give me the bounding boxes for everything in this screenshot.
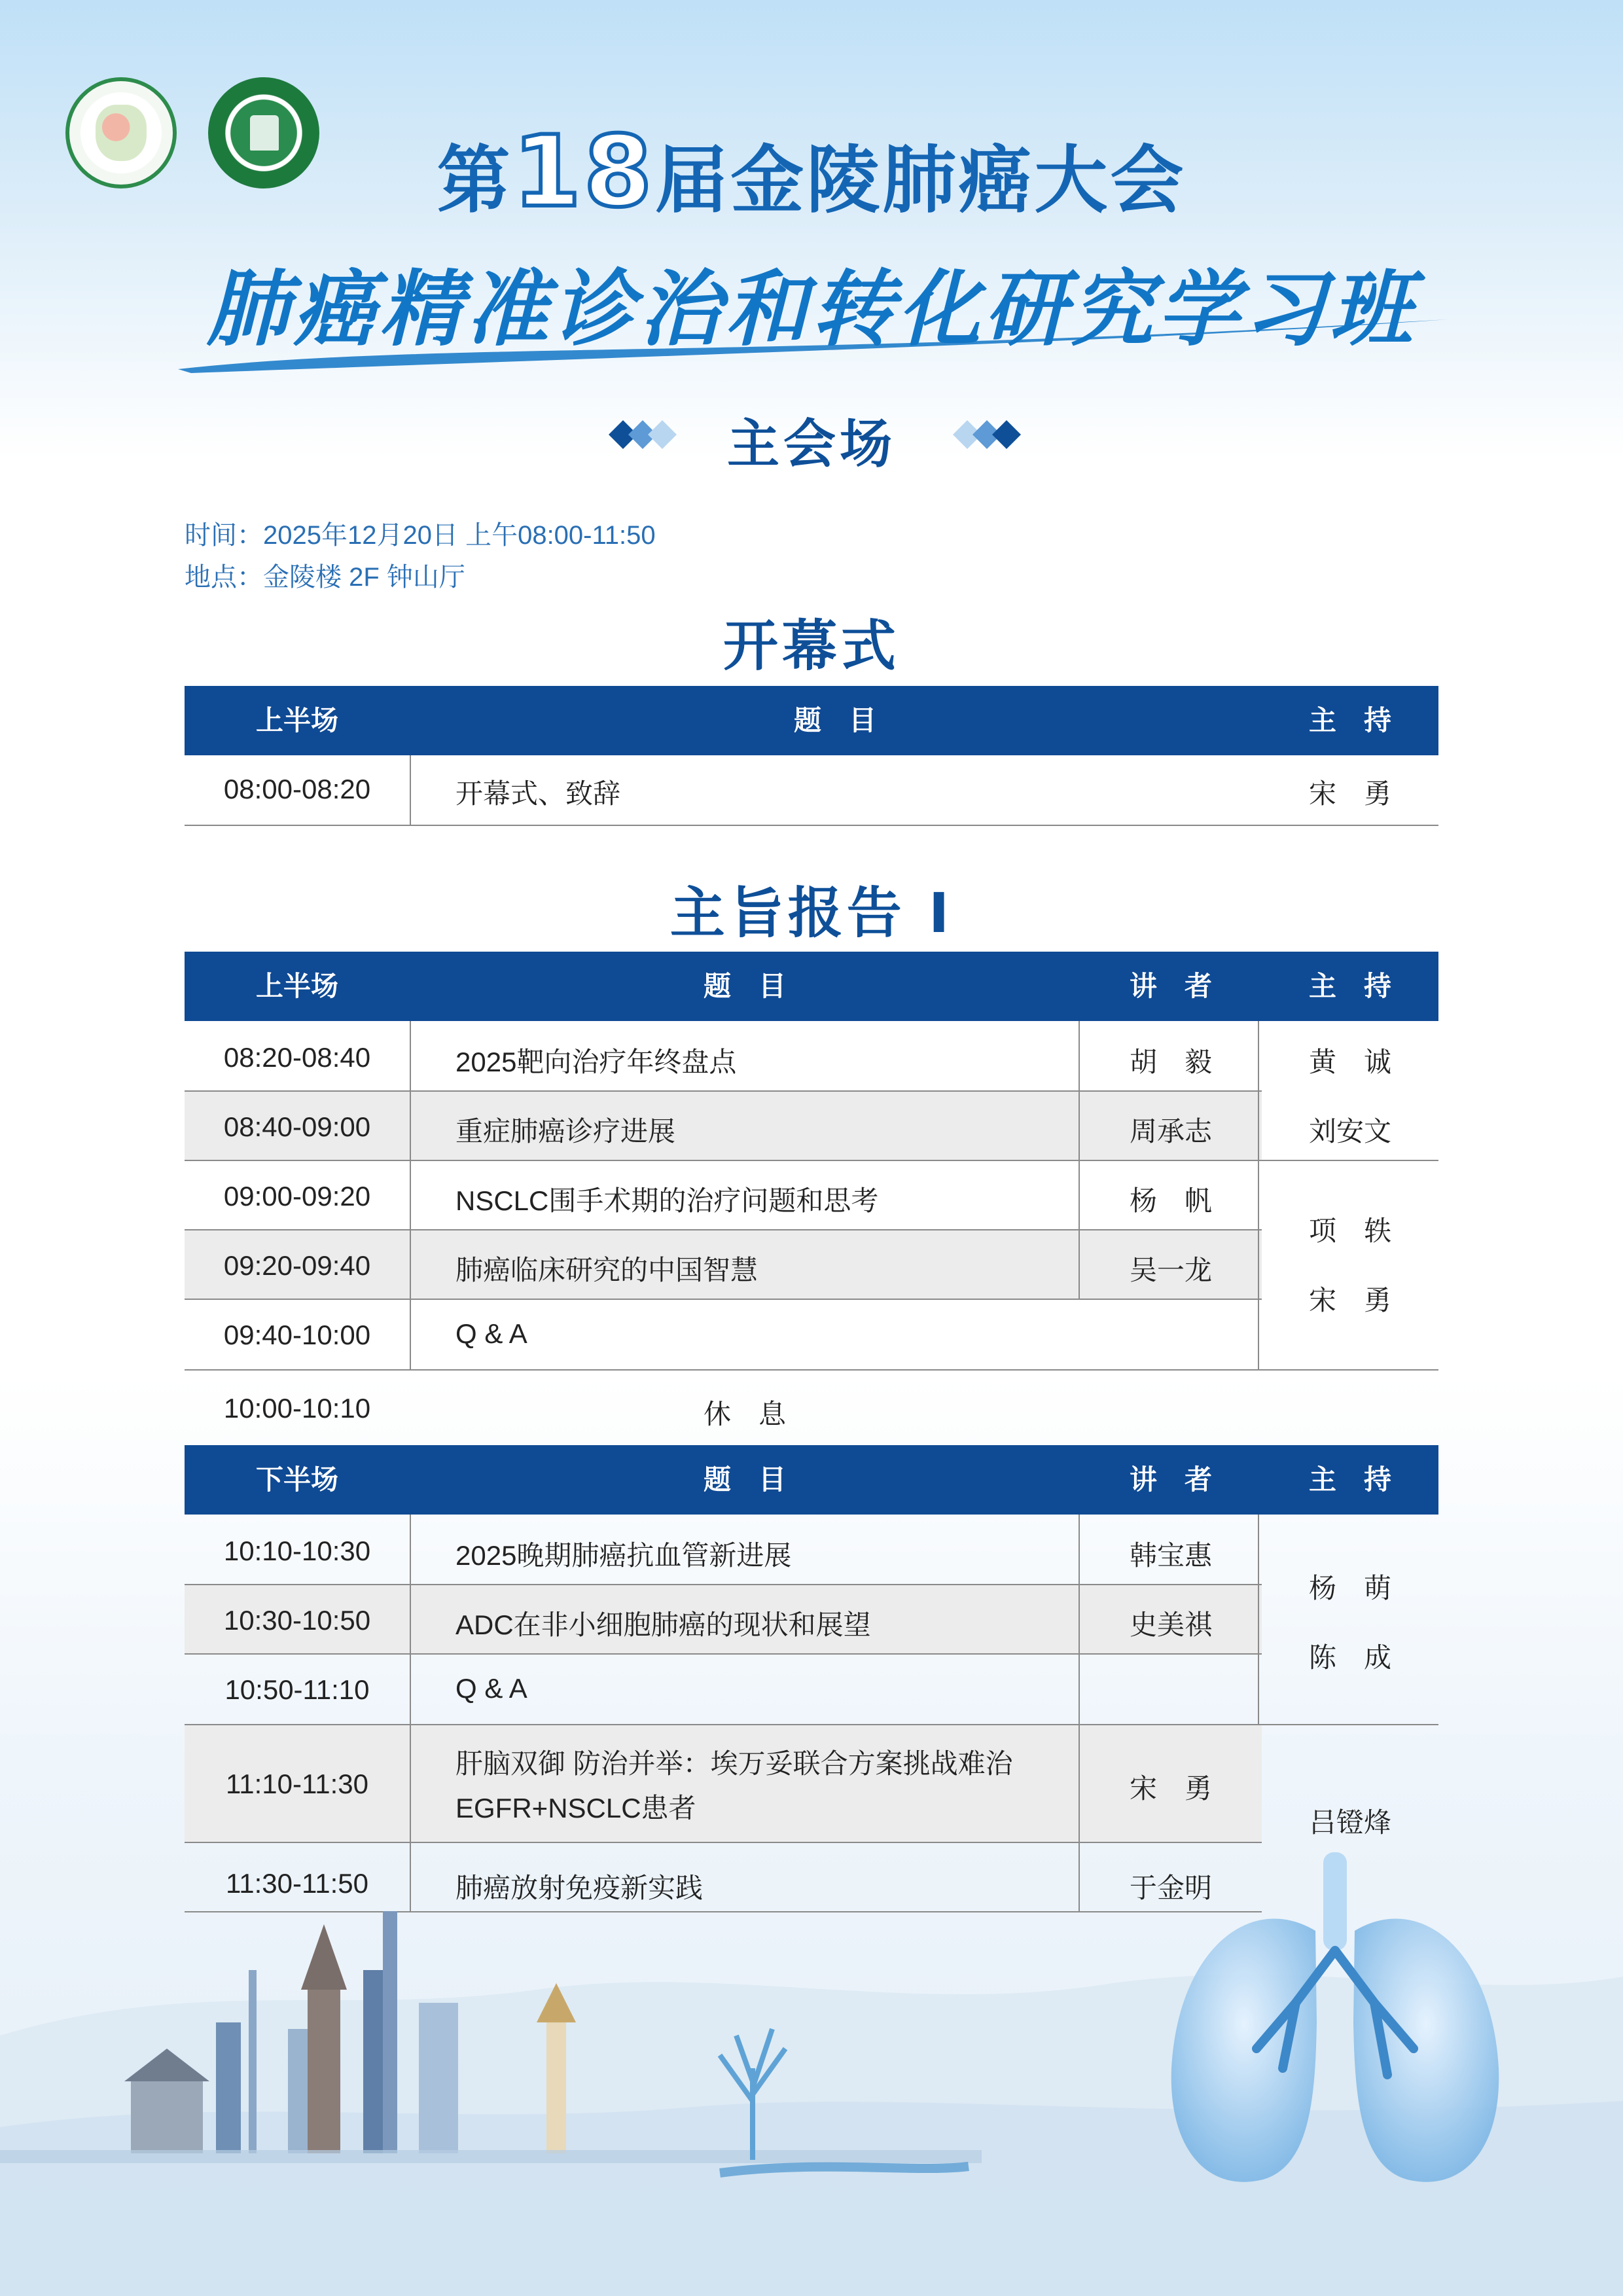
schedule-row-time: 10:10-10:30 [223,1535,371,1566]
event-time: 时间：2025年12月20日 上午08:00-11:50 [185,521,656,550]
host-name: 刘安文 [1308,1116,1391,1147]
header-session: 下半场 [255,1463,338,1496]
title-prefix: 第 [437,138,513,223]
schedule-row-speaker: 周承志 [1129,1116,1212,1147]
schedule-row-speaker: 于金明 [1129,1873,1212,1903]
schedule-row-speaker: 宋 勇 [1129,1773,1212,1804]
divider [185,1724,1438,1725]
divider [185,1160,1438,1161]
opening-row-topic: 开幕式、致辞 [455,778,621,809]
divider [1258,1021,1259,1369]
schedule-row-time: 11:10-11:30 [226,1768,368,1799]
schedule-row-topic: 肺癌临床研究的中国智慧 [455,1255,758,1285]
divider [1258,1515,1259,1724]
schedule-row-topic: 重症肺癌诊疗进展 [455,1116,676,1147]
schedule-row-topic-line1: 肝脑双御 防治并举：埃万妥联合方案挑战难治 [455,1748,1013,1779]
schedule-row-time: 09:40-10:00 [223,1319,371,1350]
keynote-first-half-header [185,952,1438,1021]
header-speaker: 讲 者 [1129,970,1212,1002]
venue-title: 主会场 [727,414,896,475]
divider [410,1021,411,1369]
schedule-row-topic: 2025晚期肺癌抗血管新进展 [455,1540,792,1571]
divider [185,1090,1262,1092]
divider [185,1584,1262,1585]
schedule-row-speaker: 吴一龙 [1129,1255,1212,1285]
keynote-second-half-header [185,1445,1438,1515]
host-name: 黄 诚 [1308,1047,1391,1077]
opening-row-host: 宋 勇 [1308,778,1391,809]
divider [185,1653,1262,1655]
header-session: 上半场 [255,704,338,736]
divider [185,1369,1438,1371]
break-time: 10:00-10:10 [223,1393,371,1424]
course-subtitle: 肺癌精准诊治和转化研究学习班 [207,260,1416,357]
divider [410,755,411,825]
host-name: 宋 勇 [1308,1285,1391,1316]
brush-stroke-decoration [178,314,1448,373]
schedule-row-time: 08:40-09:00 [223,1111,371,1142]
header-speaker: 讲 者 [1129,1463,1212,1496]
lungs-illustration [1152,1852,1518,2219]
header-host: 主 持 [1308,704,1391,736]
schedule-row-topic-line2: EGFR+NSCLC患者 [455,1793,696,1823]
host-name: 杨 萌 [1308,1573,1391,1604]
header-host: 主 持 [1308,1463,1391,1496]
schedule-row-topic: Q & A [455,1673,527,1704]
opening-row-time: 08:00-08:20 [223,774,371,804]
schedule-row-speaker: 史美祺 [1129,1609,1212,1640]
schedule-row-topic: NSCLC围手术期的治疗问题和思考 [455,1185,879,1216]
schedule-row-topic: 肺癌放射免疫新实践 [455,1873,704,1903]
host-name: 陈 成 [1308,1642,1391,1673]
schedule-row-time: 10:30-10:50 [223,1605,371,1636]
divider [1079,1021,1080,1300]
header-topic: 题 目 [703,970,786,1002]
schedule-row-topic: Q & A [455,1318,527,1349]
schedule-row-time: 09:00-09:20 [223,1181,371,1211]
host-name: 吕镫烽 [1308,1807,1391,1838]
title-number: 18 [512,115,655,229]
divider [185,1299,1262,1300]
opening-table-header [185,686,1438,755]
header-topic: 题 目 [703,1463,786,1496]
schedule-row-speaker: 胡 毅 [1129,1047,1212,1077]
conference-title [0,115,1623,229]
schedule-row-time: 11:30-11:50 [226,1868,368,1899]
keynote-title: 主旨报告 I [669,881,954,945]
event-place: 地点：金陵楼 2F 钟山厅 [185,563,465,592]
schedule-row-speaker: 杨 帆 [1129,1185,1212,1216]
schedule-row-topic: ADC在非小细胞肺癌的现状和展望 [455,1609,871,1640]
title-suffix: 届金陵肺癌大会 [654,138,1186,223]
schedule-row-time: 08:20-08:40 [223,1042,371,1073]
schedule-row-speaker: 韩宝惠 [1129,1540,1212,1571]
host-name: 项 轶 [1308,1215,1391,1246]
schedule-row-topic: 2025靶向治疗年终盘点 [455,1047,737,1077]
header-session: 上半场 [255,970,338,1002]
header-topic: 题 目 [793,704,876,736]
diamond-decoration-right [949,415,1021,454]
break-label: 休 息 [703,1399,786,1429]
divider [185,1229,1262,1230]
opening-title: 开幕式 [722,614,900,678]
schedule-row-time: 10:50-11:10 [224,1674,370,1705]
header-host: 主 持 [1308,970,1391,1002]
divider [185,825,1438,826]
schedule-row-time: 09:20-09:40 [223,1250,371,1281]
